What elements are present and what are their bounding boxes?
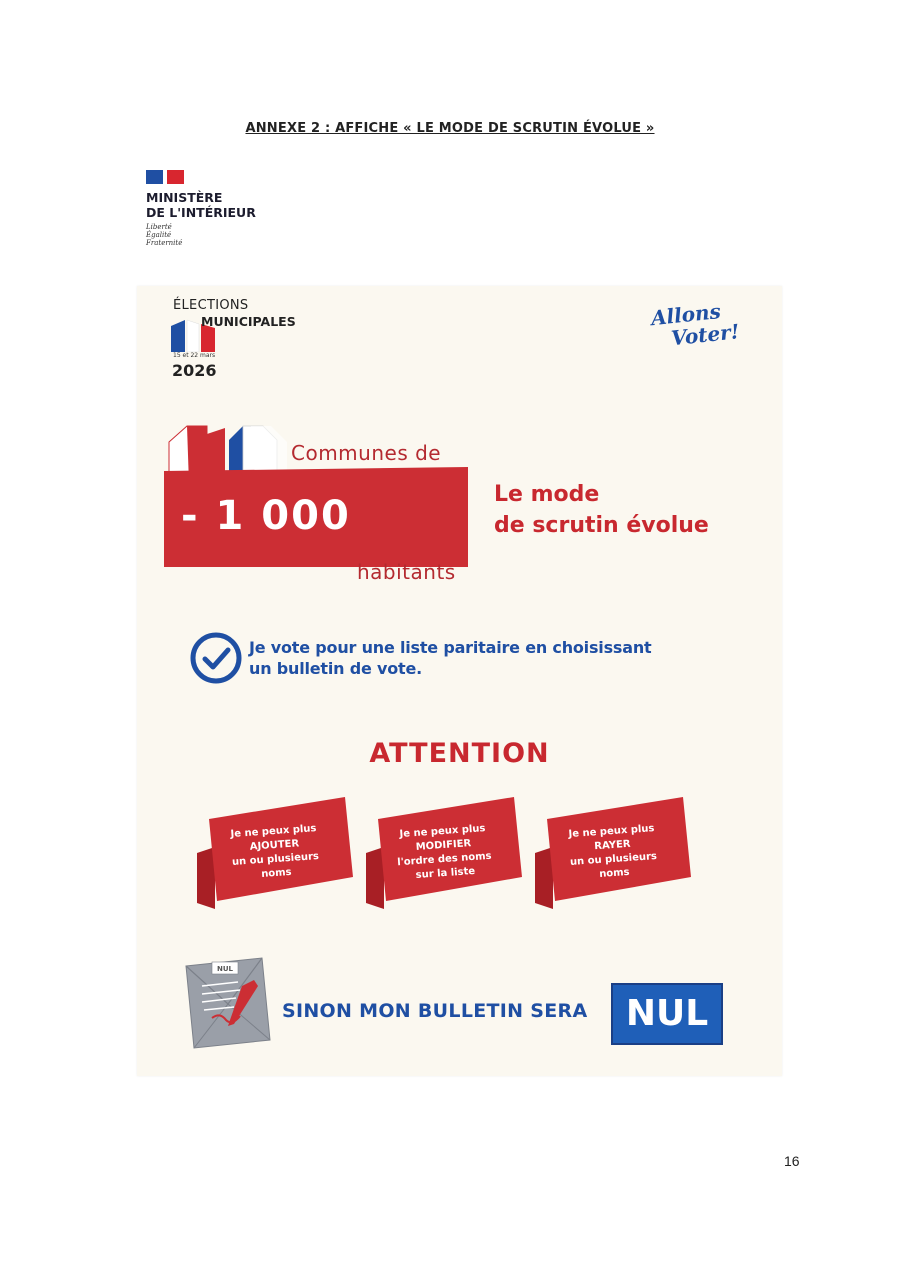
banner-line: MODIFIER [415, 838, 472, 853]
banner-ajouter [195, 791, 355, 911]
mode-scrutin-heading [494, 479, 754, 541]
motto-egalite: Égalité [146, 231, 172, 239]
slogan-line1: Allons [649, 299, 722, 331]
communes-label: Communes de [291, 441, 442, 465]
municipales-label: MUNICIPALES [201, 314, 296, 329]
sinon-label: SINON MON BULLETIN SERA [282, 1000, 588, 1022]
poster [137, 286, 782, 1076]
ministry-name-line2: DE L'INTÉRIEUR [146, 205, 256, 220]
banner-line: un ou plusieurs [569, 850, 658, 869]
slogan-line2: Voter! [670, 319, 741, 351]
banner-rayer [533, 791, 693, 911]
motto-fraternite: Fraternité [146, 239, 183, 247]
annex-title: ANNEXE 2 : AFFICHE « LE MODE DE SCRUTIN ÉVOLUE » [245, 121, 655, 136]
vote-line2: un bulletin de vote. [249, 659, 422, 678]
mode-line2: de scrutin évolue [494, 513, 709, 538]
thousand-label: - 1 000 [181, 493, 351, 539]
vote-line1: Je vote pour une liste paritaire en choisissant [249, 638, 652, 657]
dates-label: 15 et 22 mars [173, 352, 216, 359]
ministry-logo [146, 170, 256, 247]
habitants-label: habitants [357, 560, 456, 584]
year-label: 2026 [172, 361, 217, 380]
ministry-name [146, 190, 256, 220]
page-number: 16 [784, 1153, 800, 1169]
banner-line: noms [598, 866, 630, 880]
flag-icon [146, 170, 184, 184]
banner-modifier [364, 791, 524, 911]
ballot-icon [182, 956, 274, 1050]
banner-line: l'ordre des noms [396, 850, 492, 869]
ballot-tag: NUL [216, 965, 234, 973]
banner-line: Je ne peux plus [230, 823, 317, 841]
check-circle-icon [189, 631, 243, 685]
motto-liberte: Liberté [146, 223, 172, 231]
banner-line: sur la liste [415, 865, 476, 882]
nul-badge: NUL [611, 983, 723, 1045]
allons-voter-slogan [650, 297, 754, 351]
mode-line1: Le mode [494, 482, 600, 507]
banner-line: AJOUTER [249, 838, 300, 853]
elections-label: ÉLECTIONS [173, 298, 249, 313]
banner-line: un ou plusieurs [231, 850, 320, 869]
banner-line: noms [260, 866, 292, 880]
ministry-motto [146, 223, 256, 247]
banner-line: RAYER [593, 838, 631, 853]
attention-heading: ATTENTION [369, 738, 550, 769]
banner-line: Je ne peux plus [399, 823, 486, 841]
vote-statement [249, 637, 729, 679]
ministry-name-line1: MINISTÈRE [146, 190, 223, 205]
banner-line: Je ne peux plus [568, 823, 655, 841]
